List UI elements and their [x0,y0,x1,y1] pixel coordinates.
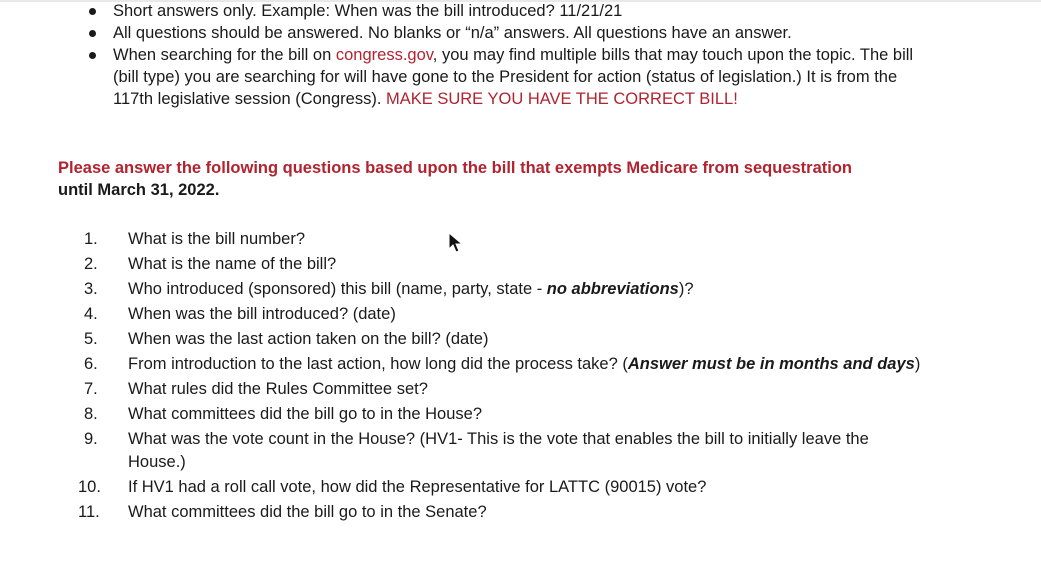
instructions-bullet-list [113,0,933,110]
question-number: 3. [84,280,98,298]
bullet-item [113,0,933,22]
question-text: What is the name of the bill? [128,255,337,273]
question-item [84,403,924,426]
question-item [84,353,924,376]
question-number: 8. [84,405,98,423]
question-item [84,378,924,401]
bullet-text: All questions should be answered. No blanks or “n/a” answers. All questions have an answer. [113,24,792,42]
mouse-pointer-icon [448,232,466,254]
question-number: 1. [84,230,98,248]
instruction-line-2: until March 31, 2022. [58,181,220,199]
question-item [78,501,924,524]
congress-gov-link[interactable]: congress.gov [335,46,433,64]
question-number: 10. [78,478,101,496]
question-item [84,253,924,276]
question-text-pre: Who introduced (sponsored) this bill (name, party, state - [128,280,547,298]
bullet-text: Short answers only. Example: When was the bill introduced? 11/21/21 [113,2,623,20]
question-emphasis: no abbreviations [546,280,679,298]
question-number: 5. [84,330,98,348]
question-text-post: )? [678,280,694,298]
bullet-dot-icon [89,30,96,37]
question-item [78,476,924,499]
question-text: When was the last action taken on the bill? (date) [128,330,489,348]
instruction-line-1: Please answer the following questions based upon the bill that exempts Medicare from sequestration [58,159,852,177]
question-number: 11. [78,503,100,521]
bullet-text-post: , you may find multiple bills that may touch upon the topic. The bill (bill type) you are searching for will have gone to the President for action (status of legislation.) It is from the 117th legislative session (Congress). [113,46,914,108]
question-text: What is the bill number? [128,230,305,248]
question-text: When was the bill introduced? (date) [128,305,396,323]
section-instruction [58,157,938,201]
question-text: What was the vote count in the House? (HV1- This is the vote that enables the bill to initially leave the House.) [128,430,869,471]
question-number: 7. [84,380,98,398]
question-item [84,328,924,351]
question-text: If HV1 had a roll call vote, how did the Representative for LATTC (90015) vote? [128,478,707,496]
correct-bill-warning: MAKE SURE YOU HAVE THE CORRECT BILL! [386,90,738,108]
question-text: What committees did the bill go to in the House? [128,405,483,423]
question-number: 9. [84,430,98,448]
bullet-item [113,44,933,110]
bullet-dot-icon [89,8,96,15]
question-item [84,428,924,474]
question-item [84,278,924,301]
question-text: What rules did the Rules Committee set? [128,380,428,398]
question-list [78,228,924,526]
question-item [84,228,924,251]
bullet-dot-icon [89,52,96,59]
question-item [84,303,924,326]
question-text-post: ) [914,355,921,373]
question-text: What committees did the bill go to in the Senate? [128,503,487,521]
question-number: 4. [84,305,98,323]
bullet-text-pre: When searching for the bill on [113,46,336,64]
question-text-pre: From introduction to the last action, how long did the process take? ( [128,355,628,373]
question-emphasis: Answer must be in months and days [627,355,915,373]
question-number: 6. [84,355,98,373]
question-number: 2. [84,255,98,273]
bullet-item [113,22,933,44]
